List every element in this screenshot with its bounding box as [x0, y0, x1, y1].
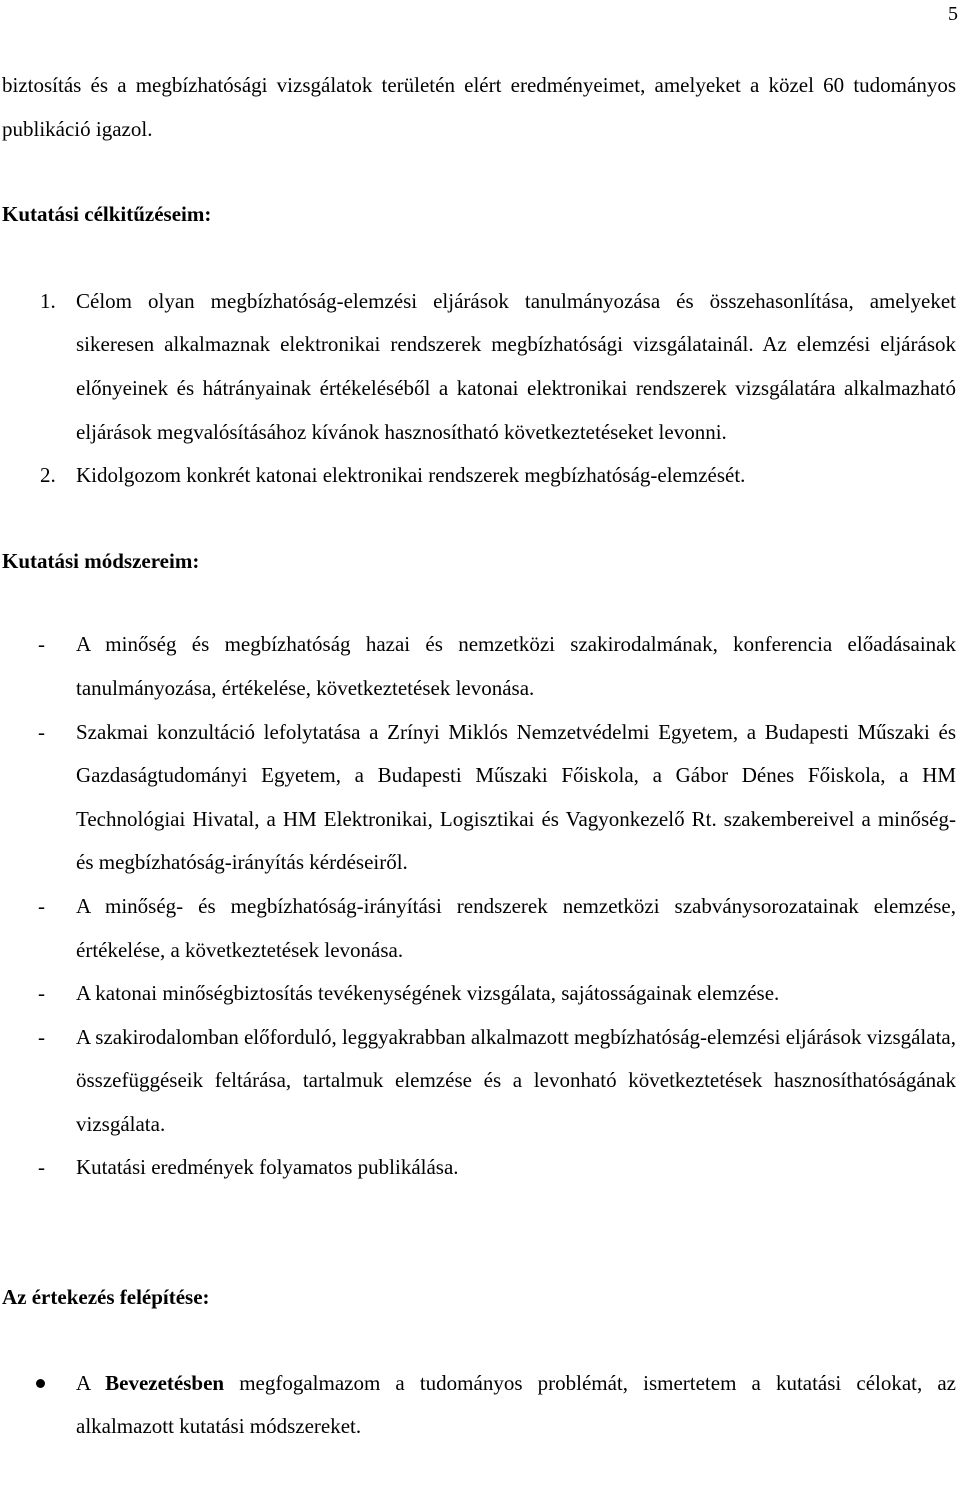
method-item: [2, 972, 956, 1016]
method-text: Szakmai konzultáció lefolytatása a Zrínyi Miklós Nemzetvédelmi Egyetem, a Budapesti Műszaki és Gazdaságtudományi Egyetem, a Budapesti Műszaki Főiskola, a Gábor Dénes Főiskola, a HM Technológiai Hivatal, a HM Elektronikai, Logisztikai és Vagyonkezelő Rt. szakembereivel a minőség- és megbízhatóság-irányítás kérdéseiről.: [76, 719, 956, 875]
goal-item: [2, 454, 956, 498]
bullet-icon: [36, 1379, 45, 1388]
goals-heading: Kutatási célkitűzéseim:: [2, 202, 212, 227]
method-text: A minőség- és megbízhatóság-irányítási rendszerek nemzetközi szabványsorozatainak elemzése, értékelése, a következtetések levonása.: [76, 893, 956, 962]
dash-marker: -: [38, 632, 45, 657]
method-text: A katonai minőségbiztosítás tevékenységének vizsgálata, sajátosságainak elemzése.: [76, 981, 780, 1006]
goal-number: 2.: [40, 463, 56, 488]
intro-paragraph: biztosítás és a megbízhatósági vizsgálatok területén elért eredményeimet, amelyeket a közel 60 tudományos publikáció igazol.: [2, 73, 956, 141]
dash-marker: -: [38, 1155, 45, 1180]
dash-marker: -: [38, 1024, 45, 1049]
goal-text: Kidolgozom konkrét katonai elektronikai rendszerek megbízhatóság-elemzését.: [76, 463, 746, 488]
structure-bold-term: Bevezetésben: [105, 1370, 225, 1395]
structure-item: [2, 1362, 956, 1449]
dash-marker: -: [38, 893, 45, 918]
page-number: 5: [948, 3, 958, 25]
method-item: [2, 623, 956, 710]
method-item: [2, 1146, 956, 1190]
methods-list: [2, 623, 956, 1190]
structure-prefix: A: [76, 1370, 106, 1395]
structure-suffix: megfogalmazom a tudományos problémát, ismertetem a kutatási célokat, az alkalmazott kutatási módszereket.: [76, 1370, 956, 1439]
dash-marker: -: [38, 981, 45, 1006]
method-text: A szakirodalomban előforduló, leggyakrabban alkalmazott megbízhatóság-elemzési eljárások vizsgálata, összefüggéseik feltárása, tartalmuk elemzése és a levonható következtetések hasznosíthatóságának vizsgálata.: [76, 1024, 956, 1136]
document-body: [2, 64, 956, 1449]
method-item: [2, 1016, 956, 1147]
method-item: [2, 885, 956, 972]
method-item: [2, 711, 956, 885]
structure-list: [2, 1362, 956, 1449]
goals-list: [2, 280, 956, 498]
method-text: Kutatási eredmények folyamatos publikálása.: [76, 1155, 459, 1180]
methods-heading: Kutatási módszereim:: [2, 548, 200, 573]
goal-text: Célom olyan megbízhatóság-elemzési eljárások tanulmányozása és összehasonlítása, amelyeket sikeresen alkalmaznak elektronikai rendszerek megbízhatósági vizsgálatainál. Az elemzési eljárások előnyeinek és hátrányainak értékeléséből a katonai elektronikai rendszerek vizsgálatára alkalmazható eljárások megvalósításához kívánok hasznosítható következtetéseket levonni.: [76, 288, 956, 444]
method-text: A minőség és megbízhatóság hazai és nemzetközi szakirodalmának, konferencia előadásainak tanulmányozása, értékelése, következtetések levonása.: [76, 632, 956, 700]
goal-item: [2, 280, 956, 454]
dash-marker: -: [38, 719, 45, 744]
structure-heading: Az értekezés felépítése:: [2, 1285, 210, 1310]
goal-number: 1.: [40, 288, 56, 313]
